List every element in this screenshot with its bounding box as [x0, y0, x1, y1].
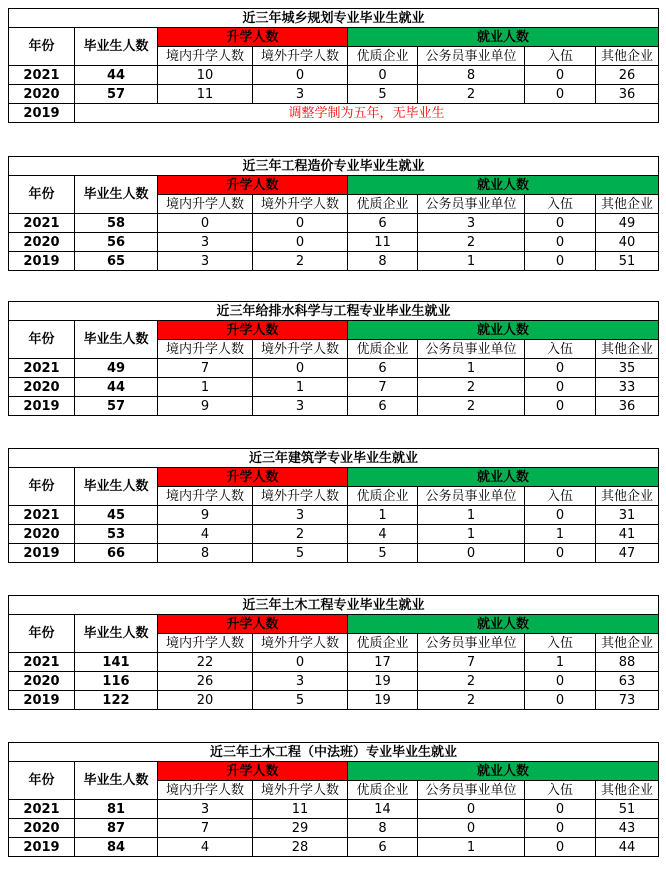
military-header: 入伍 — [525, 47, 596, 66]
further-study-header: 升学人数 — [158, 468, 348, 487]
overseas-cell: 1 — [253, 378, 348, 397]
further-study-header: 升学人数 — [158, 28, 348, 47]
quality-enterprise-cell: 11 — [348, 233, 418, 252]
quality-enterprise-header: 优质企业 — [348, 781, 418, 800]
overseas-header: 境外升学人数 — [253, 634, 348, 653]
military-cell: 1 — [525, 525, 596, 544]
civil-service-cell: 1 — [418, 506, 525, 525]
employment-header: 就业人数 — [348, 321, 659, 340]
civil-service-header: 公务员事业单位 — [418, 487, 525, 506]
table-row — [9, 252, 659, 271]
overseas-header: 境外升学人数 — [253, 195, 348, 214]
domestic-cell: 9 — [158, 397, 253, 416]
military-cell: 0 — [525, 838, 596, 857]
other-enterprise-cell: 40 — [596, 233, 659, 252]
domestic-header: 境内升学人数 — [158, 195, 253, 214]
quality-enterprise-cell: 6 — [348, 214, 418, 233]
domestic-cell: 3 — [158, 233, 253, 252]
other-enterprise-cell: 36 — [596, 85, 659, 104]
other-enterprise-cell: 31 — [596, 506, 659, 525]
graduates-header: 毕业生人数 — [75, 762, 158, 800]
overseas-cell: 28 — [253, 838, 348, 857]
graduates-header: 毕业生人数 — [75, 321, 158, 359]
domestic-cell: 4 — [158, 838, 253, 857]
year-header: 年份 — [9, 28, 75, 66]
further-study-header: 升学人数 — [158, 176, 348, 195]
year-cell: 2020 — [9, 378, 75, 397]
civil-service-header: 公务员事业单位 — [418, 195, 525, 214]
military-header: 入伍 — [525, 487, 596, 506]
year-header: 年份 — [9, 762, 75, 800]
overseas-cell: 3 — [253, 672, 348, 691]
civil-service-cell: 1 — [418, 525, 525, 544]
year-cell: 2020 — [9, 525, 75, 544]
graduates-cell: 66 — [75, 544, 158, 563]
civil-service-cell: 0 — [418, 544, 525, 563]
employment-header: 就业人数 — [348, 176, 659, 195]
civil-service-cell: 7 — [418, 653, 525, 672]
military-header: 入伍 — [525, 781, 596, 800]
military-cell: 0 — [525, 506, 596, 525]
table-row — [9, 397, 659, 416]
domestic-cell: 3 — [158, 252, 253, 271]
other-enterprise-cell: 44 — [596, 838, 659, 857]
graduates-cell: 81 — [75, 800, 158, 819]
year-cell: 2021 — [9, 359, 75, 378]
employment-table — [8, 301, 659, 416]
overseas-cell: 2 — [253, 252, 348, 271]
graduates-header: 毕业生人数 — [75, 176, 158, 214]
civil-service-header: 公务员事业单位 — [418, 634, 525, 653]
other-enterprise-header: 其他企业 — [596, 195, 659, 214]
domestic-cell: 26 — [158, 672, 253, 691]
year-header: 年份 — [9, 321, 75, 359]
table-title: 近三年工程造价专业毕业生就业 — [9, 157, 659, 176]
graduates-cell: 44 — [75, 378, 158, 397]
year-header: 年份 — [9, 615, 75, 653]
civil-service-cell: 2 — [418, 397, 525, 416]
military-cell: 0 — [525, 672, 596, 691]
military-cell: 1 — [525, 653, 596, 672]
table-row — [9, 800, 659, 819]
quality-enterprise-cell: 1 — [348, 506, 418, 525]
graduates-cell: 65 — [75, 252, 158, 271]
year-cell: 2019 — [9, 544, 75, 563]
civil-service-header: 公务员事业单位 — [418, 781, 525, 800]
overseas-cell: 0 — [253, 653, 348, 672]
civil-service-cell: 2 — [418, 378, 525, 397]
other-enterprise-cell: 33 — [596, 378, 659, 397]
quality-enterprise-cell: 6 — [348, 838, 418, 857]
quality-enterprise-cell: 19 — [348, 691, 418, 710]
quality-enterprise-cell: 5 — [348, 85, 418, 104]
other-enterprise-header: 其他企业 — [596, 781, 659, 800]
other-enterprise-cell: 35 — [596, 359, 659, 378]
overseas-header: 境外升学人数 — [253, 47, 348, 66]
military-cell: 0 — [525, 252, 596, 271]
other-enterprise-cell: 41 — [596, 525, 659, 544]
year-cell: 2020 — [9, 819, 75, 838]
quality-enterprise-cell: 6 — [348, 359, 418, 378]
employment-table — [8, 156, 659, 271]
table-row — [9, 85, 659, 104]
civil-service-cell: 2 — [418, 233, 525, 252]
year-cell: 2019 — [9, 691, 75, 710]
quality-enterprise-cell: 7 — [348, 378, 418, 397]
other-enterprise-header: 其他企业 — [596, 47, 659, 66]
year-cell: 2020 — [9, 672, 75, 691]
further-study-header: 升学人数 — [158, 615, 348, 634]
other-enterprise-header: 其他企业 — [596, 634, 659, 653]
graduates-cell: 57 — [75, 397, 158, 416]
further-study-header: 升学人数 — [158, 762, 348, 781]
domestic-cell: 10 — [158, 66, 253, 85]
table-row — [9, 104, 659, 123]
domestic-cell: 4 — [158, 525, 253, 544]
domestic-header: 境内升学人数 — [158, 340, 253, 359]
overseas-cell: 0 — [253, 214, 348, 233]
table-row — [9, 691, 659, 710]
other-enterprise-cell: 51 — [596, 252, 659, 271]
overseas-cell: 0 — [253, 359, 348, 378]
domestic-cell: 1 — [158, 378, 253, 397]
other-enterprise-cell: 49 — [596, 214, 659, 233]
year-cell: 2021 — [9, 653, 75, 672]
civil-service-cell: 1 — [418, 838, 525, 857]
quality-enterprise-cell: 14 — [348, 800, 418, 819]
employment-header: 就业人数 — [348, 28, 659, 47]
graduates-header: 毕业生人数 — [75, 468, 158, 506]
year-cell: 2019 — [9, 252, 75, 271]
year-cell: 2019 — [9, 838, 75, 857]
table-row — [9, 653, 659, 672]
other-enterprise-cell: 63 — [596, 672, 659, 691]
other-enterprise-cell: 43 — [596, 819, 659, 838]
civil-service-header: 公务员事业单位 — [418, 340, 525, 359]
overseas-cell: 3 — [253, 85, 348, 104]
domestic-header: 境内升学人数 — [158, 47, 253, 66]
table-title: 近三年城乡规划专业毕业生就业 — [9, 9, 659, 28]
table-row — [9, 838, 659, 857]
year-header: 年份 — [9, 176, 75, 214]
military-cell: 0 — [525, 85, 596, 104]
domestic-cell: 22 — [158, 653, 253, 672]
year-cell: 2021 — [9, 800, 75, 819]
quality-enterprise-header: 优质企业 — [348, 634, 418, 653]
employment-table — [8, 448, 659, 563]
domestic-header: 境内升学人数 — [158, 781, 253, 800]
domestic-cell: 8 — [158, 544, 253, 563]
military-cell: 0 — [525, 691, 596, 710]
domestic-cell: 9 — [158, 506, 253, 525]
graduates-cell: 44 — [75, 66, 158, 85]
military-cell: 0 — [525, 819, 596, 838]
other-enterprise-cell: 88 — [596, 653, 659, 672]
overseas-cell: 11 — [253, 800, 348, 819]
other-enterprise-cell: 47 — [596, 544, 659, 563]
year-cell: 2021 — [9, 506, 75, 525]
domestic-cell: 7 — [158, 819, 253, 838]
graduates-cell: 56 — [75, 233, 158, 252]
overseas-cell: 0 — [253, 233, 348, 252]
graduates-cell: 53 — [75, 525, 158, 544]
table-title: 近三年土木工程专业毕业生就业 — [9, 596, 659, 615]
overseas-header: 境外升学人数 — [253, 340, 348, 359]
quality-enterprise-header: 优质企业 — [348, 47, 418, 66]
year-cell: 2019 — [9, 104, 75, 123]
military-cell: 0 — [525, 214, 596, 233]
civil-service-cell: 2 — [418, 672, 525, 691]
table-row — [9, 214, 659, 233]
civil-service-cell: 2 — [418, 85, 525, 104]
graduates-cell: 45 — [75, 506, 158, 525]
graduates-header: 毕业生人数 — [75, 28, 158, 66]
table-row — [9, 525, 659, 544]
quality-enterprise-header: 优质企业 — [348, 195, 418, 214]
table-row — [9, 66, 659, 85]
table-row — [9, 506, 659, 525]
table-row — [9, 359, 659, 378]
overseas-header: 境外升学人数 — [253, 781, 348, 800]
domestic-header: 境内升学人数 — [158, 487, 253, 506]
other-enterprise-header: 其他企业 — [596, 340, 659, 359]
quality-enterprise-cell: 0 — [348, 66, 418, 85]
quality-enterprise-cell: 17 — [348, 653, 418, 672]
overseas-cell: 2 — [253, 525, 348, 544]
overseas-cell: 29 — [253, 819, 348, 838]
civil-service-header: 公务员事业单位 — [418, 47, 525, 66]
table-row — [9, 378, 659, 397]
domestic-cell: 7 — [158, 359, 253, 378]
other-enterprise-cell: 26 — [596, 66, 659, 85]
year-cell: 2020 — [9, 233, 75, 252]
table-row — [9, 672, 659, 691]
civil-service-cell: 0 — [418, 800, 525, 819]
quality-enterprise-cell: 5 — [348, 544, 418, 563]
military-header: 入伍 — [525, 634, 596, 653]
graduates-header: 毕业生人数 — [75, 615, 158, 653]
further-study-header: 升学人数 — [158, 321, 348, 340]
civil-service-cell: 1 — [418, 359, 525, 378]
civil-service-cell: 2 — [418, 691, 525, 710]
overseas-cell: 3 — [253, 397, 348, 416]
other-enterprise-cell: 73 — [596, 691, 659, 710]
domestic-cell: 3 — [158, 800, 253, 819]
table-title: 近三年土木工程（中法班）专业毕业生就业 — [9, 743, 659, 762]
table-row — [9, 544, 659, 563]
quality-enterprise-cell: 4 — [348, 525, 418, 544]
civil-service-cell: 1 — [418, 252, 525, 271]
overseas-cell: 5 — [253, 544, 348, 563]
employment-header: 就业人数 — [348, 468, 659, 487]
civil-service-cell: 8 — [418, 66, 525, 85]
year-cell: 2019 — [9, 397, 75, 416]
employment-table — [8, 742, 659, 857]
table-title: 近三年给排水科学与工程专业毕业生就业 — [9, 302, 659, 321]
military-cell: 0 — [525, 66, 596, 85]
graduates-cell: 141 — [75, 653, 158, 672]
military-cell: 0 — [525, 233, 596, 252]
graduates-cell: 57 — [75, 85, 158, 104]
employment-header: 就业人数 — [348, 615, 659, 634]
overseas-cell: 3 — [253, 506, 348, 525]
year-header: 年份 — [9, 468, 75, 506]
quality-enterprise-header: 优质企业 — [348, 487, 418, 506]
overseas-cell: 5 — [253, 691, 348, 710]
other-enterprise-cell: 36 — [596, 397, 659, 416]
other-enterprise-header: 其他企业 — [596, 487, 659, 506]
quality-enterprise-cell: 6 — [348, 397, 418, 416]
other-enterprise-cell: 51 — [596, 800, 659, 819]
year-cell: 2021 — [9, 66, 75, 85]
year-cell: 2020 — [9, 85, 75, 104]
year-cell: 2021 — [9, 214, 75, 233]
graduates-cell: 87 — [75, 819, 158, 838]
graduates-cell: 116 — [75, 672, 158, 691]
quality-enterprise-header: 优质企业 — [348, 340, 418, 359]
domestic-cell: 11 — [158, 85, 253, 104]
domestic-cell: 0 — [158, 214, 253, 233]
quality-enterprise-cell: 8 — [348, 819, 418, 838]
military-header: 入伍 — [525, 195, 596, 214]
note-cell: 调整学制为五年，无毕业生 — [75, 104, 659, 123]
employment-table — [8, 595, 659, 710]
military-cell: 0 — [525, 800, 596, 819]
table-row — [9, 819, 659, 838]
overseas-cell: 0 — [253, 66, 348, 85]
military-cell: 0 — [525, 397, 596, 416]
table-title: 近三年建筑学专业毕业生就业 — [9, 449, 659, 468]
employment-header: 就业人数 — [348, 762, 659, 781]
quality-enterprise-cell: 19 — [348, 672, 418, 691]
employment-table — [8, 8, 659, 123]
military-cell: 0 — [525, 378, 596, 397]
quality-enterprise-cell: 8 — [348, 252, 418, 271]
domestic-cell: 20 — [158, 691, 253, 710]
military-cell: 0 — [525, 544, 596, 563]
table-row — [9, 233, 659, 252]
civil-service-cell: 3 — [418, 214, 525, 233]
civil-service-cell: 0 — [418, 819, 525, 838]
military-cell: 0 — [525, 359, 596, 378]
graduates-cell: 58 — [75, 214, 158, 233]
graduates-cell: 84 — [75, 838, 158, 857]
military-header: 入伍 — [525, 340, 596, 359]
graduates-cell: 49 — [75, 359, 158, 378]
domestic-header: 境内升学人数 — [158, 634, 253, 653]
overseas-header: 境外升学人数 — [253, 487, 348, 506]
graduates-cell: 122 — [75, 691, 158, 710]
